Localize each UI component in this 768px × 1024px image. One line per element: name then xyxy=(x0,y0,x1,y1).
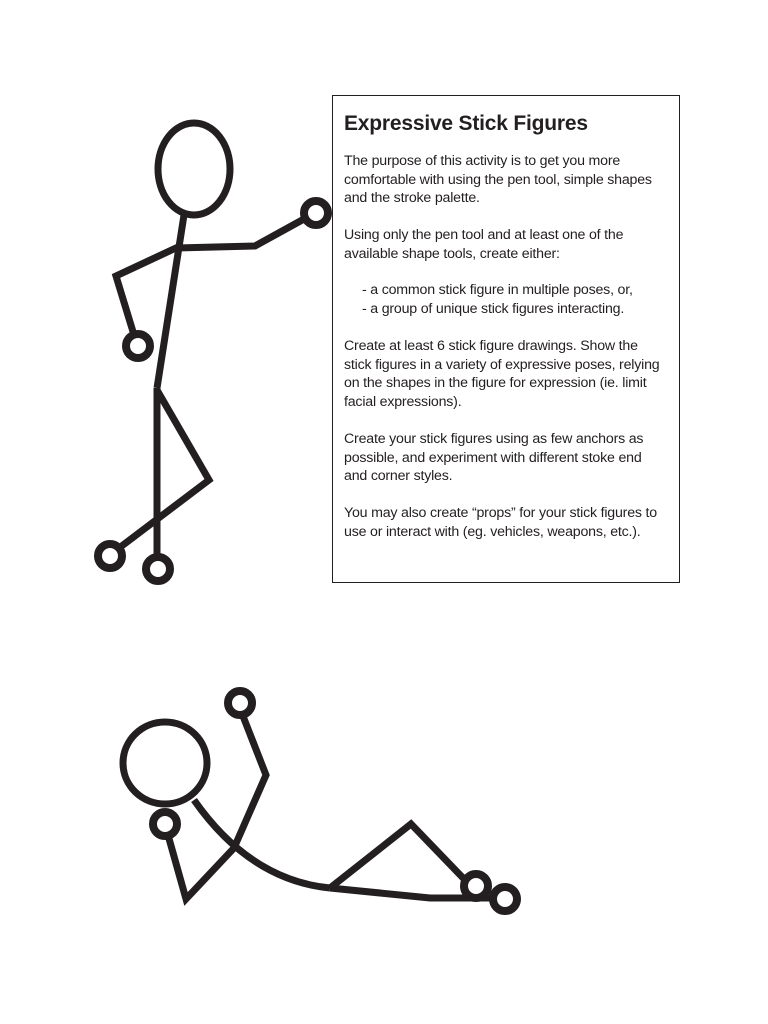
reclining-figure-head xyxy=(123,722,207,804)
reclining-figure-straight-foot xyxy=(493,887,517,911)
reclining-figure-raised-arm xyxy=(234,711,266,848)
activity-title: Expressive Stick Figures xyxy=(344,112,588,135)
reclining-figure-torso xyxy=(194,800,330,888)
reclining-figure-propping-hand xyxy=(153,812,177,836)
anchors-paragraph: Create your stick figures using as few anchors as possible, and experiment with different stoke end and corner styles. xyxy=(344,431,644,485)
props-paragraph: You may also create “props” for your stick figures to use or interact with (eg. vehicles, weapons, etc.). xyxy=(344,505,657,540)
tools-paragraph: Using only the pen tool and at least one of the available shape tools, create either: xyxy=(344,227,624,262)
options-list xyxy=(344,281,668,318)
reclining-figure-bent-leg xyxy=(330,824,465,888)
reclining-figure-bent-foot xyxy=(464,874,488,898)
instructions-box xyxy=(332,95,680,583)
drawings-paragraph: Create at least 6 stick figure drawings. Show the stick figures in a variety of expressive poses, relying on the shapes in the figure for expression (ie. limit facial expressions). xyxy=(344,338,660,410)
list-item: - a common stick figure in multiple poses, or, xyxy=(362,281,668,300)
purpose-paragraph: The purpose of this activity is to get you more comfortable with using the pen tool, simple shapes and the stroke palette. xyxy=(344,153,652,207)
reclining-figure-propping-arm xyxy=(168,835,234,899)
reclining-figure-raised-hand xyxy=(228,691,252,715)
list-item: - a group of unique stick figures interacting. xyxy=(362,300,668,319)
